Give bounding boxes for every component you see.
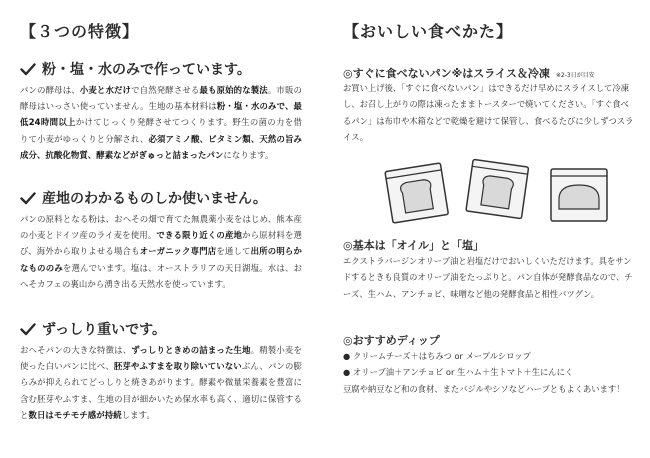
slice-freeze-text: お買い上げ後、「すぐに食べないパン」はできるだけ早めにスライスして冷凍し、お召し上がりの際は凍ったままトースターで焼いてください。「すぐ食べるパン」は布巾や木箱などで乾燥を避けて保管し、食べるたびに少しずつスライス。 (343, 83, 634, 143)
list-item: ● クリームチーズ＋はちみつ or メープルシロップ (343, 348, 635, 364)
bullet: ● (343, 351, 351, 361)
check-icon (20, 192, 36, 205)
bag-icon (466, 159, 529, 218)
emphasis-text: ずっしりときめの詰まった生地 (131, 345, 251, 355)
list-item: ● オリーブ油＋アンチョビ or 生ハム＋生トマト＋生にんにく (343, 364, 635, 380)
emphasis-text: 数日はモチモチ感が持続 (28, 409, 122, 420)
dip-list (343, 348, 635, 397)
feature-2 (20, 188, 302, 292)
dip-heading: ◎おすすめディップ (343, 334, 440, 347)
emphasis-text: 最も原始的な製法 (199, 85, 268, 95)
emphasis-text: 小麦と水だけ (79, 85, 132, 95)
emphasis-text: 出所の明らかなもののみ (20, 246, 302, 273)
frozen-bread-bags-illustration (381, 157, 621, 227)
feature-1-heading: 粉・塩・水のみで作っています。 (42, 62, 251, 78)
oil-salt-heading: ◎基本は「オイル」と「塩」 (343, 239, 485, 252)
oil-salt-text: エクストラバージンオリーブ油と岩塩だけでおいしくいただけます。具をサンドするときも良質のオリーブ油をたっぷりと。パン自体が発酵食品なので、チーズ、生ハム、アンチョビ、味噌など他の発酵食品と相性バツグン。 (343, 256, 633, 299)
check-icon (20, 323, 36, 336)
slice-freeze-note: ※2-3日が目安 (555, 72, 595, 79)
bullet: ● (343, 367, 351, 378)
bag-icon (551, 169, 607, 221)
bag-icon (385, 163, 448, 223)
feature-1 (20, 59, 302, 163)
how-to-eat-title: 【おいしい食べかた】 (343, 22, 514, 41)
feature-2-text: パンの原料となる粉は、おへその畑で育てた無農薬小麦をはじめ、熊本産の小麦とドイツ産のライ麦を使用。できる限り近くの産地から原材料を選び、海外から取りよせる場合もオーガニック専門店を通して出所の明らかなもののみを選んでいます。塩は、オーストラリアの天日湖塩。水は、おへそカフェの裏山から湧き出る天然水を使っています。 (20, 214, 303, 289)
emphasis-text: オーガニック専門店 (139, 246, 217, 257)
feature-3-text: おへそパンの大きな特徴は、ずっしりときめの詰まった生地。精製小麦を使った白いパンに比べ、胚芽やふすまを取り除いていないぶん、パンの膨らみが抑えられてどっしりと焼きあがります。酵素や微量栄養素を豊富に含む胚芽やふすま、生地の目が細かいため保水率も高く、適切に保管すると数日はモチモチ感が持続します。 (20, 345, 303, 420)
features-title: 【３つの特徴】 (20, 22, 140, 41)
check-icon (20, 63, 36, 76)
feature-1-text: パンの酵母は、小麦と水だけで自然発酵させる最も原始的な製法。市販の酵母はいっさい使っていません。生地の基本材料は粉・塩・水のみで、最低24時間以上かけてじっくり発酵させてつくります。野生の菌の力を借りて小麦がゆっくりと分解され、必須アミノ酸、ビタミン類、天然の旨み成分、抗酸化物質、酵素などがぎゅっと詰まったパンになります。 (20, 85, 302, 160)
list-item: 豆腐や納豆など和の食材、またバジルやシソなどハーブともよくあいます！ (343, 383, 625, 394)
feature-3 (20, 319, 302, 423)
feature-3-heading: ずっしり重いです。 (42, 322, 167, 338)
emphasis-text: 粉・塩・水のみで、最低24時間以上 (20, 101, 302, 128)
emphasis-text: 必須アミノ酸、ビタミン類、天然の旨み成分、抗酸化物質、酵素などがぎゅっと詰まったパン (20, 133, 302, 160)
feature-2-heading: 産地のわかるものしか使いません。 (42, 191, 267, 207)
slice-freeze-heading: ◎すぐに食べないパン※はスライス＆冷凍 ※2-3日が目安 (343, 67, 595, 80)
emphasis-text: できる限り近くの産地 (156, 230, 243, 241)
emphasis-text: 胚芽やふすまを取り除いていない (113, 361, 242, 372)
